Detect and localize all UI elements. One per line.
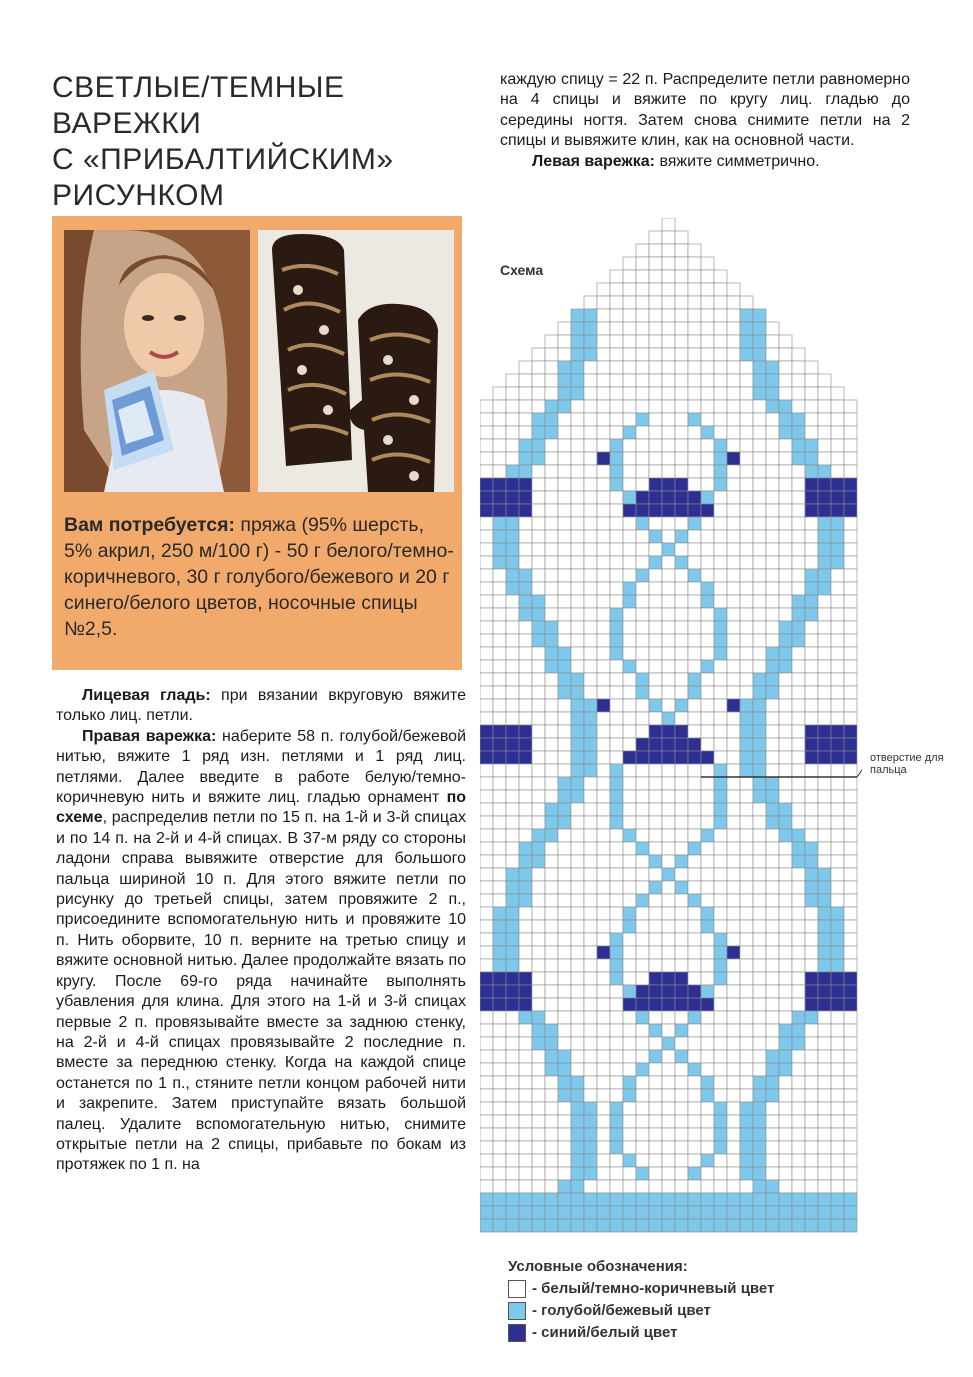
supplies-text: пряжа (95% шерсть, 5% акрил, 250 м/100 г) - 50 г белого/темно-коричневого, 30 г голубого/бежевого и 20 г синего/белого цветов, носочные спицы №2,5.	[64, 514, 454, 640]
right-column-text	[500, 70, 910, 172]
title-line: РИСУНКОМ	[52, 179, 225, 212]
instructions-column	[56, 686, 466, 1176]
legend-swatch-white	[508, 1280, 526, 1298]
thumb-hole-label: отверстие для пальца	[870, 752, 944, 776]
title-line: ВАРЕЖКИ	[52, 107, 202, 140]
title-line: С «ПРИБАЛТИЙСКИМ»	[52, 143, 394, 176]
legend-item	[508, 1322, 774, 1344]
left-mitten-paragraph	[500, 152, 910, 172]
paragraph-bold: по схеме	[56, 789, 466, 827]
left-mitten-label: Левая варежка:	[532, 152, 655, 170]
legend-item	[508, 1278, 774, 1300]
supplies-label: Вам потребуется:	[64, 514, 235, 536]
photo-dark-mittens	[258, 230, 454, 492]
paragraph-stockinette	[56, 686, 466, 727]
paragraph-text: при вязании вкруговую вяжите только лиц. петли.	[56, 687, 466, 725]
schema-label: Схема	[500, 262, 544, 278]
legend-text: - голубой/бежевый цвет	[532, 1302, 711, 1319]
legend-item	[508, 1300, 774, 1322]
legend-swatch-light-blue	[508, 1302, 526, 1320]
legend-title: Условные обозначения:	[508, 1258, 688, 1275]
legend-text: - синий/белый цвет	[532, 1324, 678, 1341]
paragraph-text: , распределив петли по 15 п. на 1-й и 3-й спицах и по 14 п. на 2-й и 4-й спицах. В 37-м ряду со стороны ладони справа вывяжите отверстие для большого пальца шириной 10 п. Для этого вяжите петли по рисунку до третьей спицы, затем провяжите 2 п., присоедините вспомогательную нить и провяжите 10 п. Нить оборвите, 10 п. верните на третью спицу и вяжите основной нитью. Далее продолжайте вязать по кругу. После 69-го ряда начинайте выполнять убавления для клина. Для этого на 1-й и 3-й спицах первые 2 п. провязывайте вместе за заднюю стенку, на 2-й и 4-й спицах провязывайте 2 последние п. вместе за переднюю стенку. Когда на каждой спице останется по 1 п., стяните петли концом рабочей нити и закрепите. Затем приступайте вязать большой палец. Удалите вспомогательную нитью, снимите открытые петли на 2 спицы, прибавьте по бокам из протяжек по 1 п. на	[56, 809, 466, 1174]
left-mitten-text: вяжите симметрично.	[655, 152, 820, 170]
article-title	[52, 70, 472, 214]
thumb-hole-pointer	[857, 763, 862, 777]
paragraph-label: Лицевая гладь:	[82, 687, 211, 704]
legend	[508, 1256, 774, 1344]
paragraph-label: Правая варежка:	[82, 727, 217, 745]
knitting-chart	[480, 218, 862, 1242]
paragraph-right-mitten	[56, 727, 466, 1176]
supplies-block	[64, 512, 454, 642]
title-line: СВЕТЛЫЕ/ТЕМНЫЕ	[52, 71, 345, 104]
continuation-text: каждую спицу = 22 п. Распределите петли равномерно на 4 спицы и вяжите по кругу лиц. гладью до середины ногтя. Затем снова снимите петли на 2 спицы и вывяжите клин, как на основной части.	[500, 71, 910, 150]
photo-woman-with-mittens	[64, 230, 250, 492]
legend-swatch-dark-blue	[508, 1324, 526, 1342]
paragraph-text: наберите 58 п. голубой/бежевой нитью, вяжите 1 ряд изн. петлями и 1 ряд лиц. петлями. Далее введите в работе белую/темно-коричневую нить и вяжите лиц. гладью орнамент	[56, 727, 467, 807]
legend-text: - белый/темно-коричневый цвет	[532, 1280, 775, 1297]
